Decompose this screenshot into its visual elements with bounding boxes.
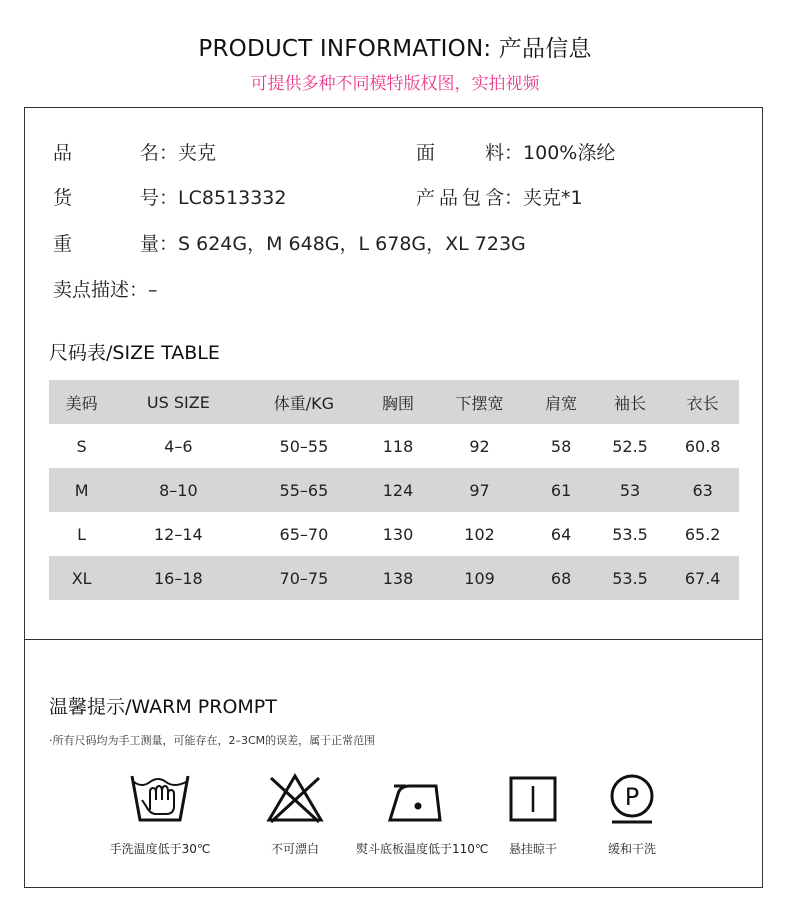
contents-row — [416, 183, 583, 210]
table-cell: 63 — [692, 480, 713, 500]
table-cell: 138 — [382, 568, 414, 588]
selling-point-row — [53, 275, 158, 302]
warm-prompt-note: ·所有尺码均为手工测量，可能存在，2–3CM的误差，属于正常范围 — [49, 734, 376, 747]
table-row — [49, 468, 739, 512]
table-cell: 16–18 — [154, 568, 203, 588]
table-cell: 61 — [550, 480, 572, 500]
colon: ： — [504, 187, 524, 209]
table-cell: 8–10 — [159, 480, 198, 500]
care-label: 手洗温度低于30℃ — [109, 842, 211, 856]
product-name-label: 品 名 — [53, 142, 159, 164]
care-item-dry-clean — [572, 770, 692, 857]
selling-point-label: 卖点描述 — [53, 279, 130, 301]
table-cell: 50–55 — [279, 436, 329, 456]
table-cell: 58 — [550, 436, 572, 456]
header-cell: 袖长 — [614, 393, 647, 413]
page-subtitle: 可提供多种不同模特版权图，实拍视频 — [250, 74, 540, 94]
care-item-iron — [356, 770, 489, 857]
product-name-value: 夹克 — [178, 142, 217, 164]
table-cell: 53 — [619, 480, 641, 500]
care-label: 不可漂白 — [270, 842, 319, 856]
header-cell: 肩宽 — [545, 393, 578, 413]
table-cell: 68 — [550, 568, 572, 588]
table-cell: 64 — [550, 524, 572, 544]
care-label: 悬挂晾干 — [508, 842, 557, 856]
table-cell: 53.5 — [612, 568, 648, 588]
weight-label: 重 量 — [53, 233, 159, 255]
colon: ： — [159, 187, 179, 209]
table-cell: 92 — [469, 436, 490, 456]
selling-point-value: – — [148, 279, 158, 301]
warm-prompt-title: 温馨提示/WARM PROMPT — [49, 696, 277, 718]
table-cell: 70–75 — [279, 568, 329, 588]
sku-row — [53, 183, 287, 210]
header-cell: US SIZE — [146, 392, 210, 412]
header-cell: 衣长 — [686, 393, 719, 413]
size-table-title: 尺码表/SIZE TABLE — [49, 342, 220, 364]
table-cell: 97 — [469, 480, 490, 500]
size-table — [49, 380, 739, 600]
sku-label: 货 号 — [53, 187, 159, 209]
table-cell: S — [76, 436, 87, 456]
care-item-hand-wash — [100, 770, 220, 857]
table-cell: 60.8 — [684, 436, 721, 456]
header-cell: 体重/KG — [273, 393, 335, 413]
fabric-value: 100%涤纶 — [523, 142, 616, 164]
weight-value: S 624G，M 648G，L 678G，XL 723G — [178, 233, 526, 255]
table-cell: 130 — [382, 524, 414, 544]
table-cell: M — [74, 480, 89, 500]
table-cell: 52.5 — [612, 436, 648, 456]
table-cell: 124 — [382, 480, 414, 500]
table-row — [49, 424, 739, 468]
sku-value: LC8513332 — [178, 187, 287, 209]
colon: ： — [504, 142, 524, 164]
hang-dry-icon — [501, 770, 565, 826]
fabric-row — [416, 138, 615, 165]
header-cell: 胸围 — [381, 393, 414, 413]
care-item-no-bleach — [235, 770, 355, 857]
table-row — [49, 512, 739, 556]
table-row — [49, 556, 739, 600]
hand-wash-icon — [128, 770, 192, 826]
care-label: 熨斗底板温度低于110℃ — [356, 842, 489, 856]
colon: ： — [159, 233, 179, 255]
table-cell: 55–65 — [279, 480, 329, 500]
table-cell: 67.4 — [684, 568, 721, 588]
table-cell: 109 — [464, 568, 495, 588]
contents-value: 夹克*1 — [523, 187, 583, 209]
table-cell: 4–6 — [164, 436, 193, 456]
table-cell: XL — [71, 568, 92, 588]
page-title: PRODUCT INFORMATION: 产品信息 — [198, 36, 592, 62]
table-cell: 102 — [464, 524, 495, 544]
no-bleach-icon — [263, 770, 327, 826]
table-cell: 12–14 — [154, 524, 203, 544]
care-label: 缓和干洗 — [607, 842, 656, 856]
product-name-row — [53, 138, 216, 165]
size-table-header — [49, 380, 739, 424]
table-cell: 53.5 — [612, 524, 648, 544]
colon: ： — [129, 279, 149, 301]
colon: ： — [159, 142, 179, 164]
table-cell: 118 — [382, 436, 414, 456]
table-cell: L — [77, 524, 87, 544]
table-cell: 65.2 — [684, 524, 721, 544]
fabric-label: 面 料 — [416, 142, 504, 164]
weight-row — [53, 229, 526, 256]
header-cell: 下摆宽 — [455, 393, 504, 413]
iron-icon — [384, 770, 448, 826]
table-cell: 65–70 — [279, 524, 329, 544]
contents-label: 产品包含 — [416, 187, 504, 209]
dry-clean-letter: P — [624, 783, 640, 811]
header-cell: 美码 — [65, 393, 98, 413]
dry-clean-p-icon — [600, 770, 664, 826]
